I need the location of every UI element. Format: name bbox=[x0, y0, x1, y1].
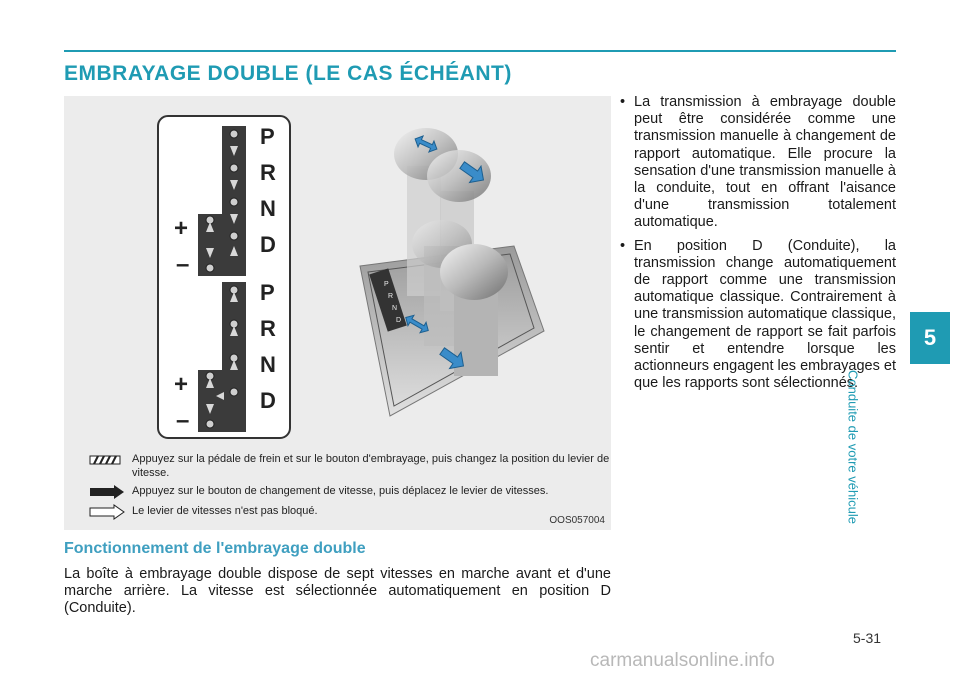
plus-symbol-top: + bbox=[174, 215, 189, 242]
gate-letter-n-top: N bbox=[260, 196, 276, 221]
gate-letter-r-bottom: R bbox=[260, 316, 276, 341]
legend-text-3: Le levier de vitesses n'est pas bloqué. bbox=[132, 505, 318, 517]
console-letter-n: N bbox=[392, 305, 398, 312]
legend-icon-solid bbox=[90, 485, 124, 499]
legend-row-2 bbox=[132, 484, 610, 498]
legend-icon-outline bbox=[90, 505, 124, 519]
bullet-2: • En position D (Conduite), la transmission change automatiquement de rapport comme une transmission automatique classique. Contrairement à une transmission automatique classique, le changement de rapport se fait parfois sentir et entendre lorsque les actionneurs engagent les embrayages et que les rapports sont sélectionnés. bbox=[620, 238, 896, 393]
minus-symbol-top: – bbox=[176, 251, 190, 278]
page-number: 5-31 bbox=[853, 630, 882, 646]
section-title: EMBRAYAGE DOUBLE (LE CAS ÉCHÉANT) bbox=[64, 62, 512, 85]
console-letter-d: D bbox=[396, 317, 402, 324]
body-paragraph: La boîte à embrayage double dispose de sept vitesses en marche avant et d'une marche arrière. La vitesse est sélectionnée automatiquement en position D (Conduite). bbox=[64, 566, 611, 616]
watermark: carmanualsonline.info bbox=[590, 650, 775, 671]
chapter-tab[interactable]: 5 bbox=[910, 312, 950, 364]
minus-symbol-bottom: – bbox=[176, 407, 190, 434]
legend-text-1: Appuyez sur la pédale de frein et sur le bouton d'embrayage, puis changez la position du levier de vitesse. bbox=[132, 453, 610, 479]
figure-panel bbox=[64, 96, 611, 530]
console-letter-r: R bbox=[388, 293, 394, 300]
console-letter-p: P bbox=[384, 281, 389, 288]
legend-text-2: Appuyez sur le bouton de changement de vitesse, puis déplacez le levier de vitesses. bbox=[132, 485, 549, 497]
legend-row-3 bbox=[132, 504, 610, 518]
legend-icon-hatched bbox=[90, 456, 120, 464]
figure-code: OOS057004 bbox=[549, 515, 605, 526]
chapter-title-vertical bbox=[845, 370, 945, 550]
gate-letter-d-bottom: D bbox=[260, 388, 276, 413]
right-column bbox=[620, 94, 896, 398]
gate-letter-d-top: D bbox=[260, 232, 276, 257]
knob-main bbox=[440, 244, 508, 300]
bullet-1: • La transmission à embrayage double peut être considérée comme une transmission manuelle à changement de rapport automatique. Elle procure la sensation d'une transmission manuelle à la conduite, tout en offrant l'aisance d'une transmission totalement automatique. bbox=[620, 94, 896, 232]
plus-symbol-bottom: + bbox=[174, 371, 189, 398]
gate-letter-p-top: P bbox=[260, 124, 275, 149]
gate-letter-p-bottom: P bbox=[260, 280, 275, 305]
chapter-title-text: Conduite de votre véhicule bbox=[845, 370, 861, 524]
gate-letter-r-top: R bbox=[260, 160, 276, 185]
subheading: Fonctionnement de l'embrayage double bbox=[64, 540, 366, 557]
top-rule bbox=[64, 50, 896, 52]
legend-row-1 bbox=[132, 452, 610, 480]
gate-letter-n-bottom: N bbox=[260, 352, 276, 377]
